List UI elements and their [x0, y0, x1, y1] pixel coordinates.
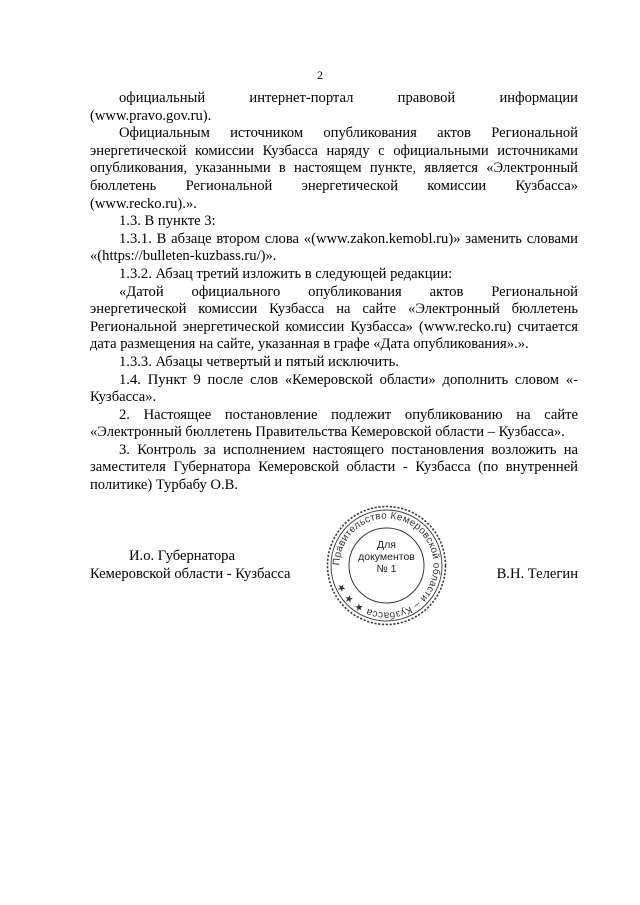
paragraph-9: 2. Настоящее постановление подлежит опубликованию на сайте «Электронный бюллетень Правительства Кемеровской области – Кузбасса».: [90, 406, 578, 441]
paragraph-8: 1.4. Пункт 9 после слов «Кемеровской области» дополнить словом «- Кузбасса».: [90, 371, 578, 406]
signatory-title-line1: И.о. Губернатора: [129, 548, 235, 564]
paragraph-3: 1.3. В пункте 3:: [119, 213, 216, 230]
official-seal-stamp: [324, 503, 449, 628]
paragraph-2: Официальным источником опубликования актов Региональной энергетической комиссии Кузбасса наряду с официальными источниками опубликования, указанными в настоящем пункте, является «Электронный бюллетень Региональной энергетической комиссии Кузбасса» (www.recko.ru).».: [90, 125, 578, 212]
signatory-title-line2: Кемеровской области - Кузбасса: [90, 565, 291, 582]
seal-ring-text: Правительство Кемеровской области – Кузбасса ★ ★ ★: [331, 510, 442, 621]
seal-center-line3: № 1: [376, 563, 397, 575]
paragraph-6: «Датой официального опубликования актов Региональной энергетической комиссии Кузбасса на сайте «Электронный бюллетень Региональной энергетической комиссии Кузбасса» (www.recko.ru) считается дата размещения на сайте, указанная в графе «Дата опубликования».».: [90, 283, 578, 353]
seal-center-line1: Для: [377, 539, 396, 551]
paragraph-7: 1.3.3. Абзацы четвертый и пятый исключить.: [119, 353, 399, 370]
paragraph-4: 1.3.1. В абзаце втором слова «(www.zakon.kemobl.ru)» заменить словами «(https://bulleten-kuzbass.ru/)».: [90, 230, 578, 265]
paragraph-10: 3. Контроль за исполнением настоящего постановления возложить на заместителя Губернатора Кемеровской области - Кузбасса (по внутренней политике) Турбабу О.В.: [90, 441, 578, 494]
signatory-title: [90, 548, 290, 583]
signatory-name: В.Н. Телегин: [496, 566, 578, 582]
seal-center-line2: документов: [358, 551, 415, 563]
document-body: [90, 90, 578, 495]
paragraph-5: 1.3.2. Абзац третий изложить в следующей редакции:: [119, 265, 453, 282]
seal-center-text: [348, 539, 425, 575]
paragraph-1: официальный интернет-портал правовой информации (www.pravo.gov.ru).: [90, 90, 578, 124]
page-number: 2: [317, 68, 323, 82]
